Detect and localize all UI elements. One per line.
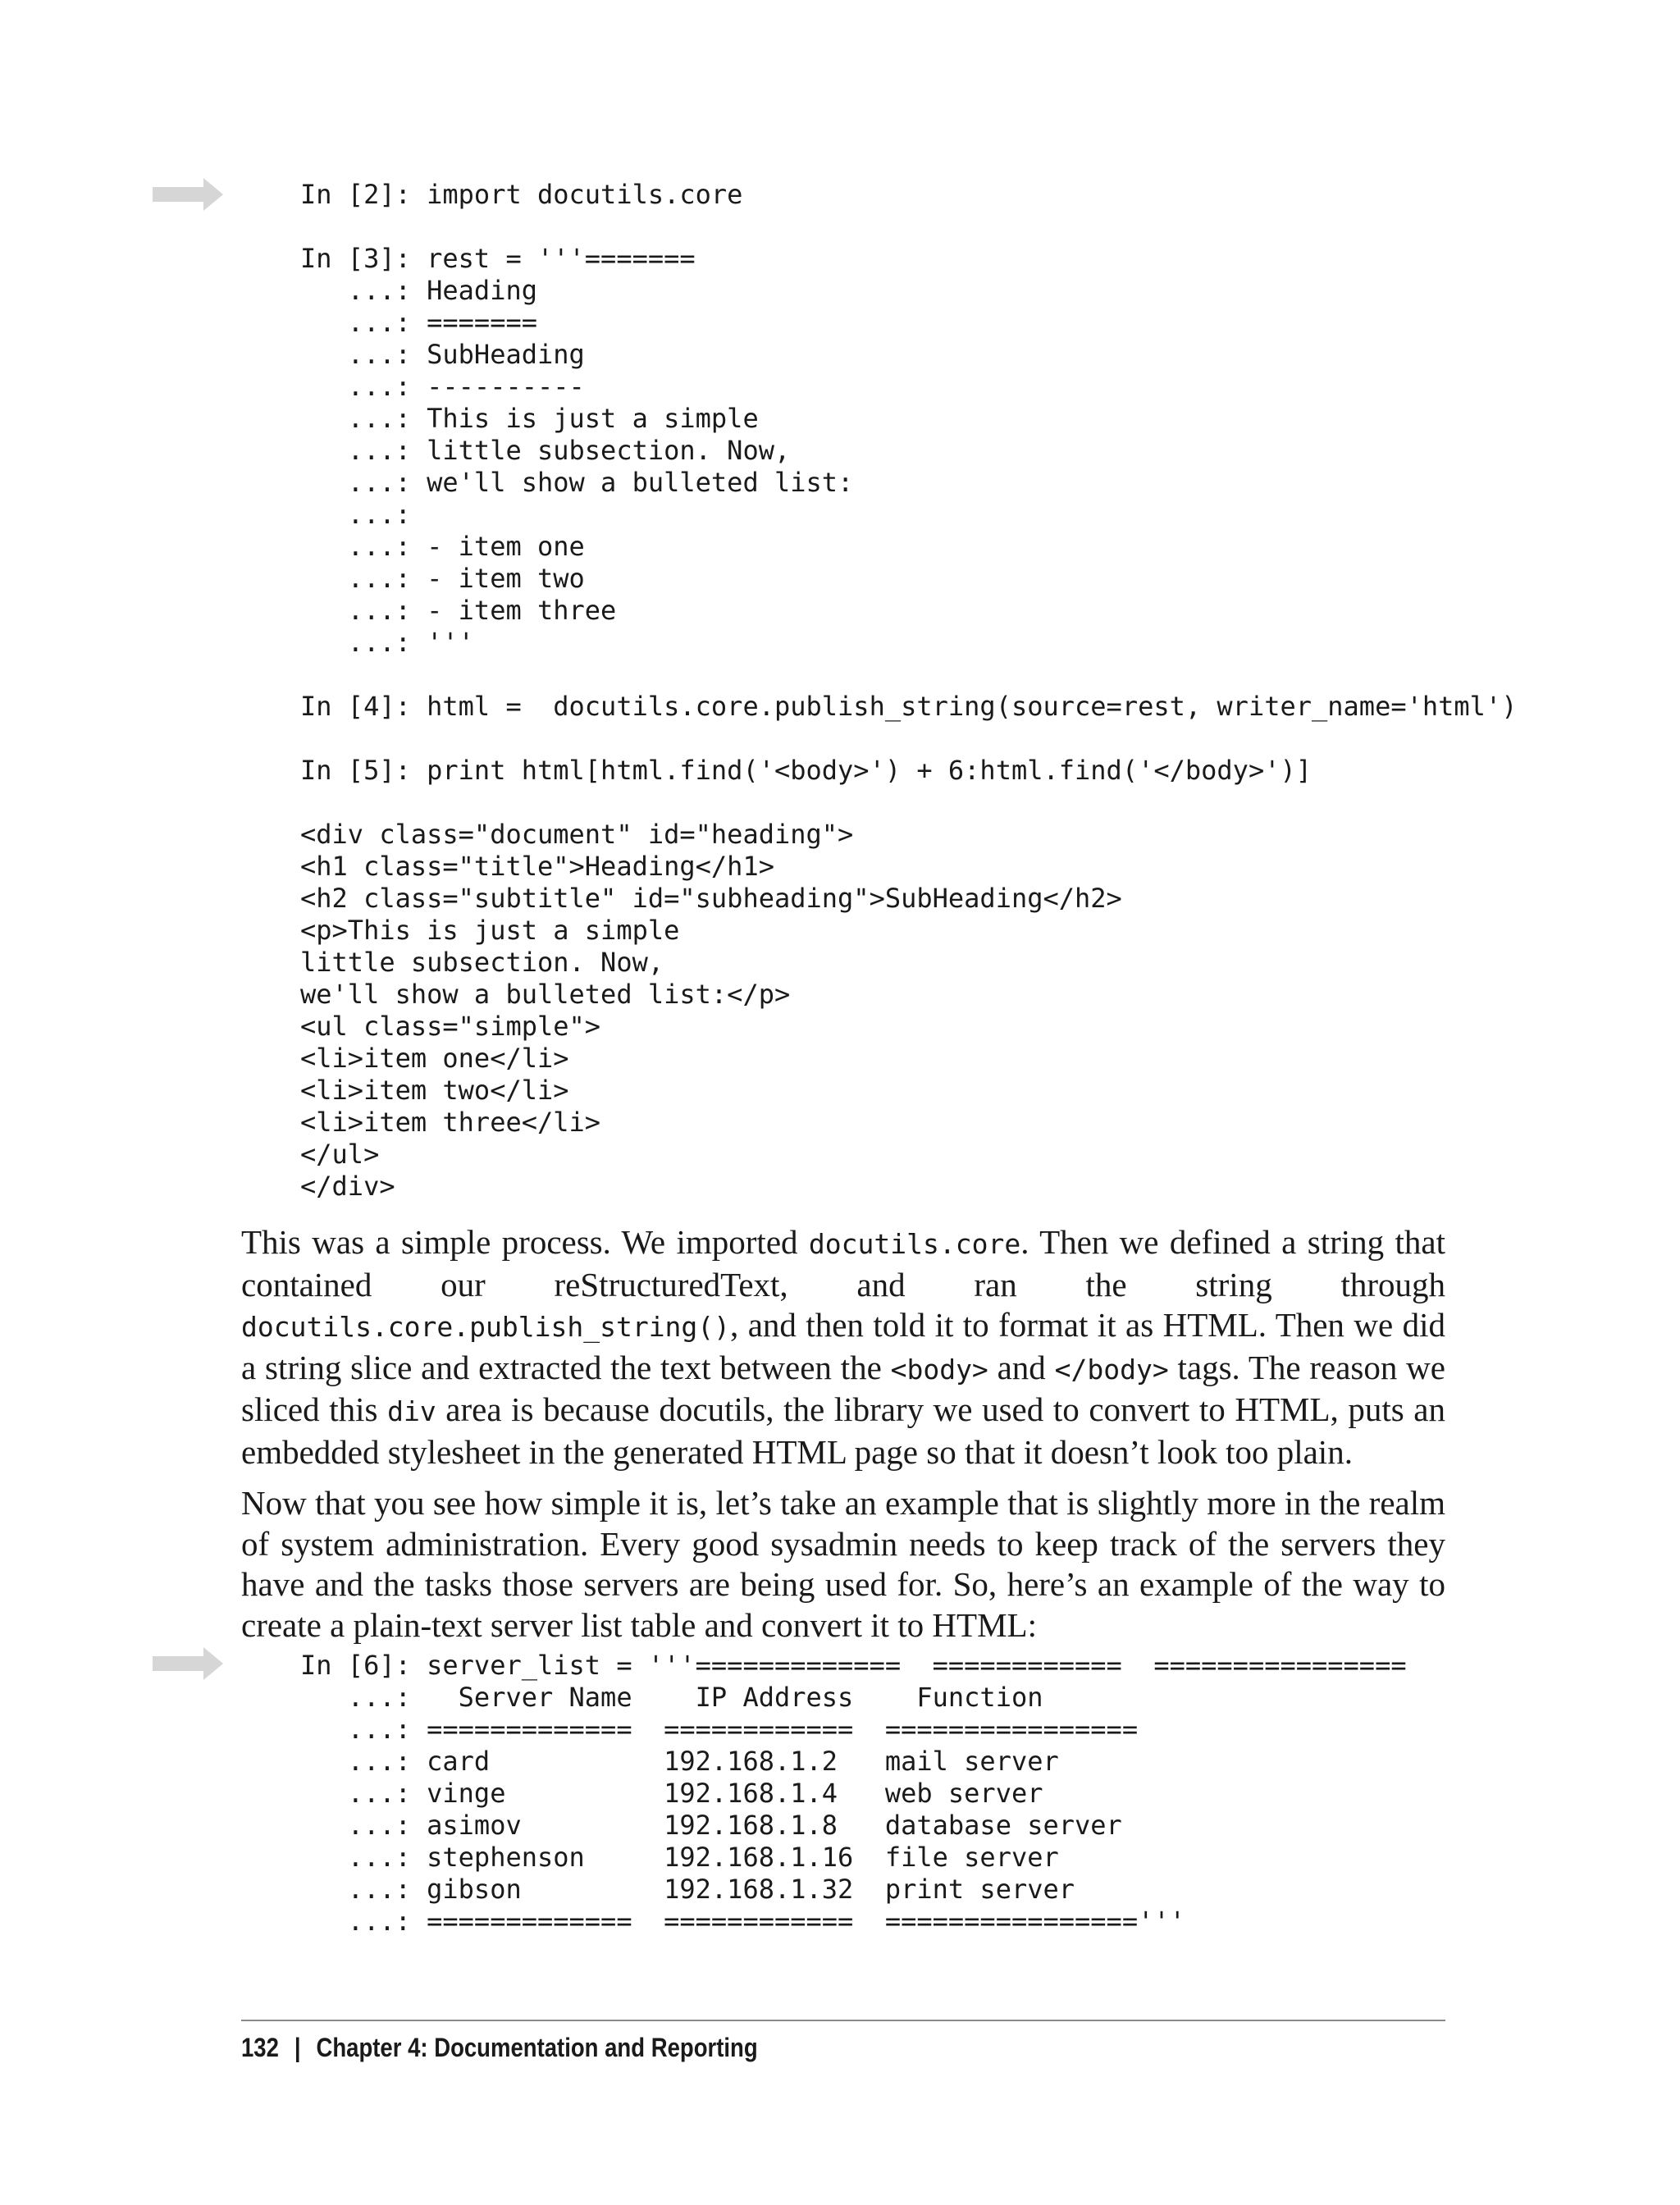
code-line: ...: ============= ============ ================ — [300, 1714, 1139, 1745]
code-line: ...: SubHeading — [300, 339, 585, 370]
code-line: </ul> — [300, 1139, 380, 1170]
paragraph-docutils-explanation — [241, 1222, 1445, 1472]
code-line: ...: ---------- — [300, 371, 585, 402]
code-line: ...: - item three — [300, 595, 617, 626]
code-line — [300, 787, 1517, 819]
paragraph-server-list-intro — [241, 1483, 1445, 1646]
paragraph-text: and — [988, 1348, 1055, 1386]
code-line: In [5]: print html[html.find('<body>') + 6:html.find('</body>')] — [300, 755, 1312, 786]
code-line: <li>item three</li> — [300, 1107, 601, 1138]
code-line: In [4]: html = docutils.core.publish_string(source=rest, writer_name='html') — [300, 691, 1518, 722]
code-line: In [3]: rest = '''======= — [300, 243, 696, 274]
code-line: ...: asimov 192.168.1.8 database server — [300, 1810, 1122, 1841]
code-line: <div class="document" id="heading"> — [300, 819, 854, 850]
code-block-server-list — [300, 1650, 1407, 1938]
paragraph-text: tags. The reason we sliced this — [241, 1348, 1445, 1428]
paragraph-text: , and then told it to format it as HTML. Then we did a string slice and extracted the text between the — [241, 1306, 1445, 1386]
paragraph-text: area is because docutils, the library we used to convert to HTML, puts an embedded stylesheet in the generated HTML page so that it doesn’t look too plain. — [241, 1390, 1446, 1471]
code-line: ...: Server Name IP Address Function — [300, 1682, 1043, 1713]
code-line: ...: little subsection. Now, — [300, 435, 791, 466]
code-line: <li>item one</li> — [300, 1043, 569, 1074]
code-line: <ul class="simple"> — [300, 1011, 601, 1042]
margin-arrow-icon — [153, 178, 223, 211]
page-number: 132 — [241, 2033, 279, 2062]
code-line: <li>item two</li> — [300, 1075, 569, 1106]
code-line: ...: stephenson 192.168.1.16 file server — [300, 1842, 1059, 1873]
code-line: little subsection. Now, — [300, 947, 664, 978]
code-line: In [6]: server_list = '''============= ============ ================ — [300, 1650, 1407, 1681]
code-line: ...: ======= — [300, 307, 537, 338]
code-line: ...: ''' — [300, 627, 474, 658]
inline-code: docutils.core.publish_string() — [241, 1311, 731, 1343]
margin-arrow-icon — [153, 1647, 223, 1680]
code-line: ...: vinge 192.168.1.4 web server — [300, 1778, 1043, 1809]
chapter-title: Chapter 4: Documentation and Reporting — [316, 2033, 758, 2062]
code-line: we'll show a bulleted list:</p> — [300, 979, 791, 1010]
paragraph-text: This was a simple process. We imported — [241, 1223, 809, 1261]
inline-code: <body> — [890, 1353, 988, 1386]
inline-code: </body> — [1054, 1353, 1169, 1386]
code-line: ...: This is just a simple — [300, 403, 759, 434]
code-line: In [2]: import docutils.core — [300, 179, 743, 210]
inline-code: docutils.core — [808, 1228, 1021, 1260]
code-line: ...: - item one — [300, 531, 585, 562]
code-line: <h1 class="title">Heading</h1> — [300, 851, 774, 882]
code-line: <p>This is just a simple — [300, 915, 680, 946]
code-line: ...: ============= ============ ================''' — [300, 1906, 1202, 1937]
code-line — [300, 211, 1517, 243]
code-line — [300, 659, 1517, 691]
code-line: ...: gibson 192.168.1.32 print server — [300, 1874, 1075, 1905]
inline-code: div — [387, 1395, 436, 1427]
footer-separator: | — [294, 2033, 301, 2062]
code-line: ...: we'll show a bulleted list: — [300, 467, 854, 498]
code-line: ...: — [300, 499, 411, 530]
code-line: <h2 class="subtitle" id="subheading">SubHeading</h2> — [300, 883, 1122, 914]
footer-rule — [241, 2020, 1445, 2021]
code-line: ...: card 192.168.1.2 mail server — [300, 1746, 1059, 1777]
paragraph-text: Now that you see how simple it is, let’s take an example that is slightly more in the realm of system administration. Every good sysadmin needs to keep track of the servers they have and the tasks those servers are being used for. So, here’s an example of the way to create a plain-text server list table and convert it to HTML: — [241, 1484, 1445, 1644]
code-line — [300, 723, 1517, 755]
code-line: </div> — [300, 1171, 395, 1202]
paragraph-text: . Then we defined a string that contained our reStructuredText, and ran the string through — [241, 1223, 1445, 1303]
code-line: ...: Heading — [300, 275, 537, 306]
code-line: ...: - item two — [300, 563, 585, 594]
page-footer — [241, 2033, 758, 2063]
code-block-ipython-docutils — [300, 179, 1517, 1203]
